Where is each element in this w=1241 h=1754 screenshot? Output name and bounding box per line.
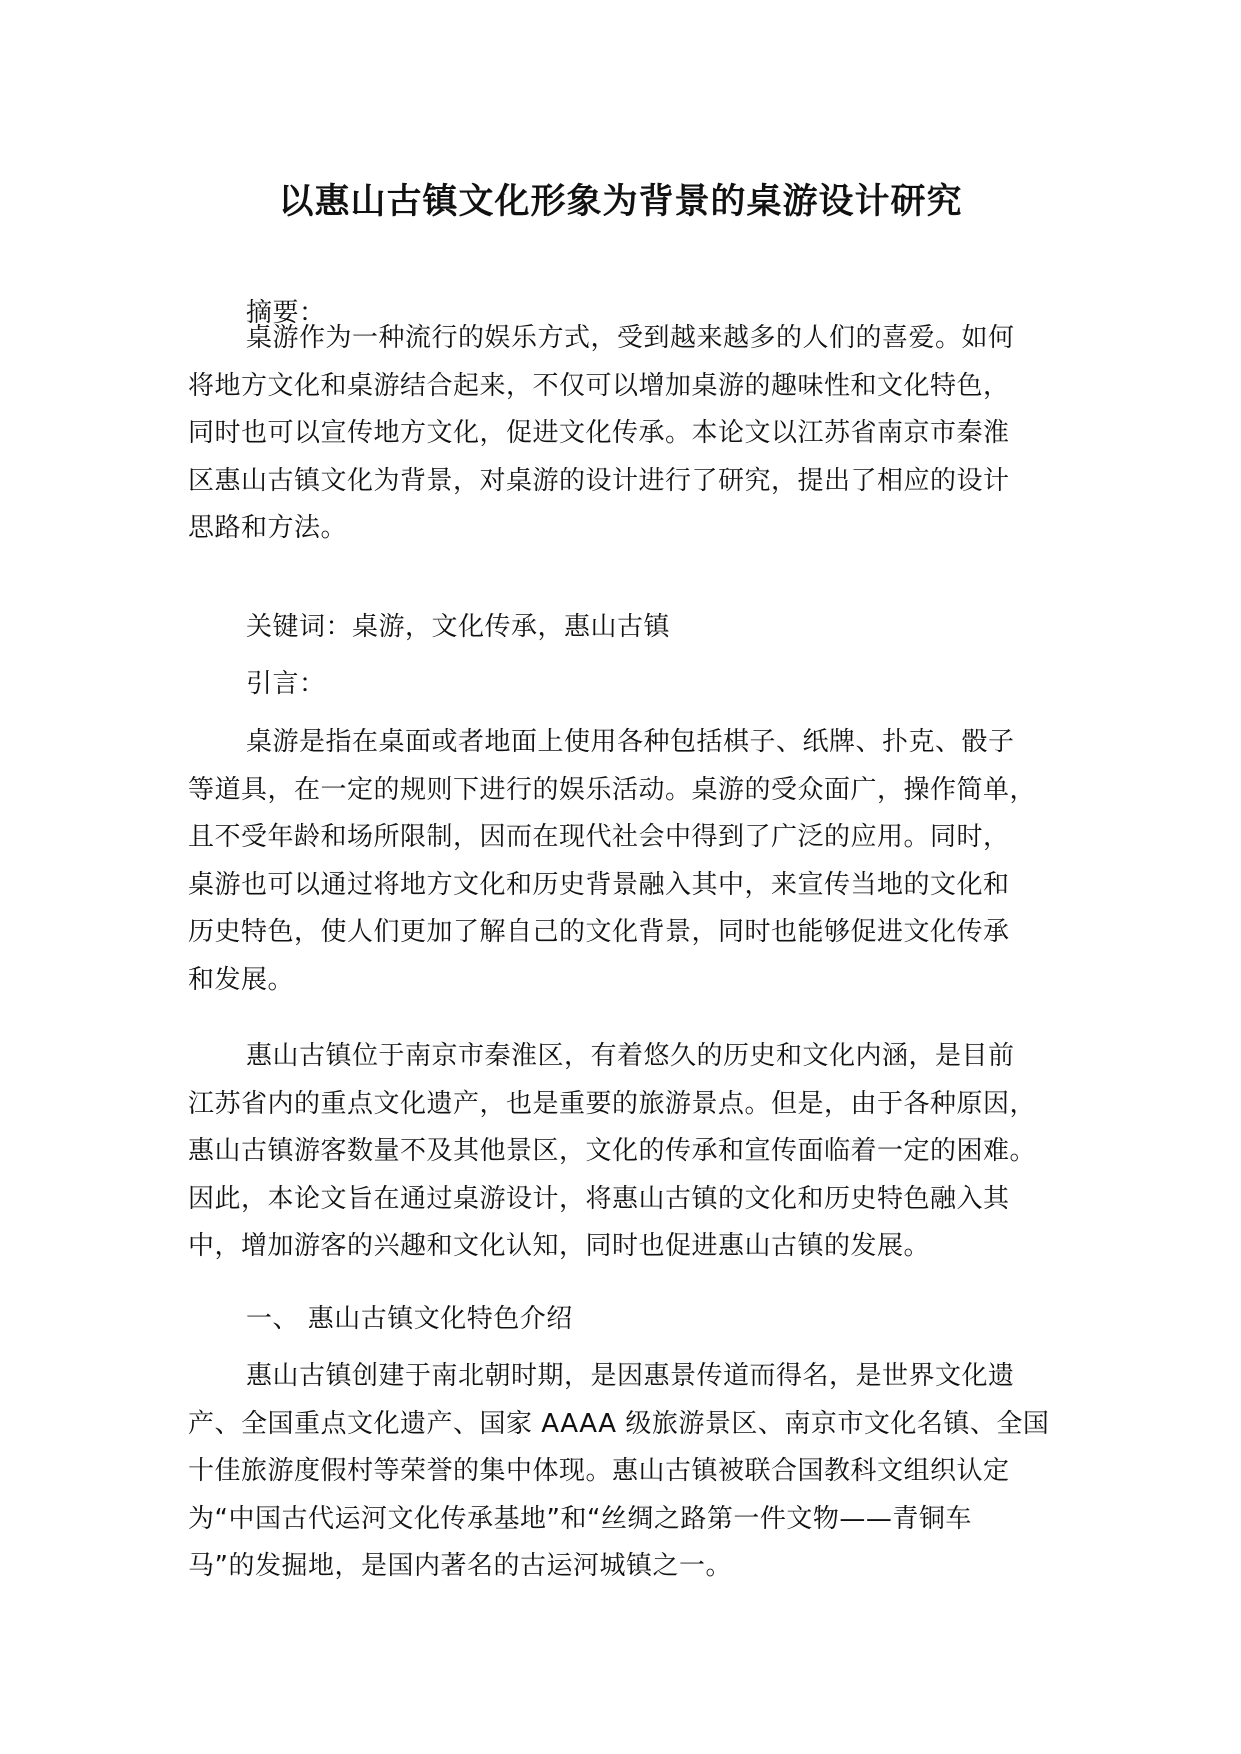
intro-p1-line: 桌游也可以通过将地方文化和历史背景融入其中，来宣传当地的文化和 (188, 869, 1010, 900)
intro-p1-line: 且不受年龄和场所限制，因而在现代社会中得到了广泛的应用。同时， (188, 822, 1010, 852)
intro-p1-line: 和发展。 (188, 964, 295, 995)
intro-p1-line: 桌游是指在桌面或者地面上使用各种包括棋子、纸牌、扑克、骰子 (246, 727, 1015, 757)
section-1-p1-line: 十佳旅游度假村等荣誉的集中体现。惠山古镇被联合国教科文组织认定 (188, 1456, 1010, 1486)
intro-p1-line: 历史特色，使人们更加了解自己的文化背景，同时也能够促进文化传承 (188, 917, 1010, 947)
keywords-line: 关键词：桌游，文化传承，惠山古镇 (246, 612, 671, 642)
intro-p2-line: 因此，本论文旨在通过桌游设计，将惠山古镇的文化和历史特色融入其 (188, 1183, 1010, 1214)
abstract-line: 桌游作为一种流行的娱乐方式，受到越来越多的人们的喜爱。如何 (246, 323, 1015, 353)
intro-p2-line: 惠山古镇游客数量不及其他景区，文化的传承和宣传面临着一定的困难。 (188, 1136, 1037, 1166)
abstract-line: 思路和方法。 (188, 513, 348, 543)
intro-label: 引言： (246, 669, 326, 699)
intro-p2-line: 江苏省内的重点文化遗产，也是重要的旅游景点。但是，由于各种原因， (188, 1088, 1037, 1119)
abstract-paragraph (188, 315, 1088, 553)
intro-paragraph-2 (188, 1033, 1088, 1271)
intro-p2-line: 惠山古镇位于南京市秦淮区，有着悠久的历史和文化内涵，是目前 (246, 1041, 1015, 1071)
intro-p2-line: 中，增加游客的兴趣和文化认知，同时也促进惠山古镇的发展。 (188, 1231, 931, 1261)
intro-p1-line: 等道具，在一定的规则下进行的娱乐活动。桌游的受众面广，操作简单， (188, 774, 1037, 805)
section-1-paragraph-1 (188, 1353, 1088, 1591)
abstract-line: 同时也可以宣传地方文化，促进文化传承。本论文以江苏省南京市秦淮 (188, 418, 1010, 448)
intro-label-paragraph (188, 661, 1088, 709)
document-title: 以惠山古镇文化形象为背景的桌游设计研究 (278, 182, 963, 222)
intro-paragraph-1 (188, 719, 1088, 1004)
section-1-heading-paragraph (188, 1296, 1088, 1344)
section-1-p1-line: 惠山古镇创建于南北朝时期，是因惠景传道而得名，是世界文化遗 (246, 1361, 1015, 1391)
section-1-p1-line: 为“中国古代运河文化传承基地”和“丝绸之路第一件文物——青铜车 (188, 1503, 972, 1534)
section-1-heading: 一、 惠山古镇文化特色介绍 (246, 1304, 573, 1334)
section-1-p1-line: 产、全国重点文化遗产、国家 AAAA 级旅游景区、南京市文化名镇、全国 (188, 1408, 1050, 1439)
abstract-line: 区惠山古镇文化为背景，对桌游的设计进行了研究，提出了相应的设计 (188, 465, 1010, 496)
abstract-line: 将地方文化和桌游结合起来，不仅可以增加桌游的趣味性和文化特色， (188, 370, 1010, 401)
section-1-p1-line: 马”的发掘地，是国内著名的古运河城镇之一。 (188, 1551, 732, 1581)
keywords-paragraph (188, 604, 1088, 652)
abstract-label: 摘要： (246, 298, 326, 328)
